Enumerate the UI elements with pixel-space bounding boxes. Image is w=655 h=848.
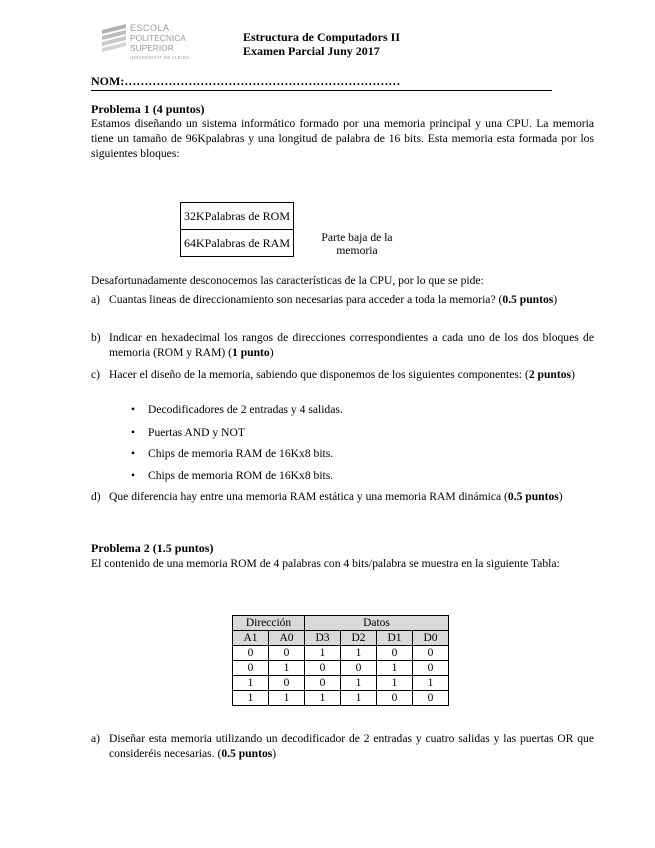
table-cell: 1 xyxy=(269,691,305,706)
component-text: Chips de memoria ROM de 16Kx8 bits. xyxy=(148,469,334,482)
question-1d xyxy=(91,489,594,504)
column-header: A0 xyxy=(269,631,305,646)
problem-2-questions xyxy=(91,731,594,765)
memory-blocks-diagram xyxy=(180,202,294,257)
table-cell: 1 xyxy=(305,646,341,661)
problem-1-lead: Desafortunadamente desconocemos las características de la CPU, por lo que se pide: xyxy=(91,274,484,287)
table-cell: 1 xyxy=(413,676,449,691)
component-text: Puertas AND y NOT xyxy=(148,426,245,439)
question-points: 0.5 puntos xyxy=(221,747,273,760)
low-memory-note: Parte baja de la memoria xyxy=(321,231,393,257)
question-text: Cuantas lineas de direccionamiento son necesarias para acceder a toda la memoria? ( xyxy=(109,293,503,306)
column-header: D0 xyxy=(413,631,449,646)
table-cell: 1 xyxy=(377,661,413,676)
table-cell: 0 xyxy=(341,661,377,676)
question-close: ) xyxy=(272,747,277,760)
column-header: D2 xyxy=(341,631,377,646)
logo-line-2: POLITÈCNICA SUPERIOR xyxy=(130,33,186,53)
table-cell: 1 xyxy=(305,691,341,706)
problem-1-title: Problema 1 (4 puntos) xyxy=(91,102,205,116)
name-underline xyxy=(91,90,552,91)
ram-block: 64KPalabras de RAM xyxy=(181,230,294,257)
logo-line-3: UNIVERSITAT DE LLEIDA xyxy=(130,55,190,60)
question-text: Diseñar esta memoria utilizando un decodificador de 2 entradas y cuatro salidas y las puertas OR que consideréis necesarias. ( xyxy=(109,732,594,760)
address-group-header: Dirección xyxy=(233,616,305,631)
table-row xyxy=(233,661,449,676)
question-text: Hacer el diseño de la memoria, sabiendo que disponemos de los siguientes componentes: ( xyxy=(109,368,529,381)
component-text: Decodificadores de 2 entradas y 4 salidas. xyxy=(148,403,343,416)
question-label: a) xyxy=(91,293,101,306)
rom-contents-table xyxy=(232,615,449,706)
exam-title: Examen Parcial Juny 2017 xyxy=(243,44,380,58)
table-cell: 1 xyxy=(233,691,269,706)
component-text: Chips de memoria RAM de 16Kx8 bits. xyxy=(148,447,334,460)
table-cell: 0 xyxy=(413,691,449,706)
data-group-header: Datos xyxy=(305,616,449,631)
table-cell: 1 xyxy=(341,676,377,691)
university-logo xyxy=(100,22,230,60)
problem-2-intro: El contenido de una memoria ROM de 4 palabras con 4 bits/palabra se muestra en la siguiente Tabla: xyxy=(91,557,560,570)
table-row xyxy=(233,691,449,706)
question-label: c) xyxy=(91,368,101,381)
column-header: D3 xyxy=(305,631,341,646)
problem-1-intro: Estamos diseñando un sistema informático formado por una memoria principal y una CPU. La memoria tiene un tamaño de 96Kpalabras y una longitud de palabra de 16 bits. Esta memoria esta formada por los siguientes bloques: xyxy=(91,117,594,160)
eps-logo-mark-icon xyxy=(100,22,130,54)
table-cell: 1 xyxy=(341,646,377,661)
table-cell: 0 xyxy=(377,691,413,706)
table-cell: 0 xyxy=(413,661,449,676)
question-points: 0.5 puntos xyxy=(507,490,559,503)
question-close: ) xyxy=(553,293,558,306)
column-header: D1 xyxy=(377,631,413,646)
table-cell: 0 xyxy=(305,676,341,691)
table-cell: 1 xyxy=(341,691,377,706)
question-label: a) xyxy=(91,732,101,745)
table-row xyxy=(233,646,449,661)
course-title: Estructura de Computadors II xyxy=(243,30,401,44)
question-1a xyxy=(91,292,594,307)
name-field-label: NOM:…………………………………………………………… xyxy=(91,74,401,88)
table-cell: 0 xyxy=(233,661,269,676)
question-close: ) xyxy=(269,346,274,359)
table-cell: 1 xyxy=(233,676,269,691)
table-cell: 0 xyxy=(269,646,305,661)
question-close: ) xyxy=(571,368,575,381)
table-cell: 0 xyxy=(413,646,449,661)
table-cell: 0 xyxy=(377,646,413,661)
problem-2-title: Problema 2 (1.5 puntos) xyxy=(91,541,214,555)
table-row xyxy=(233,676,449,691)
question-1b xyxy=(91,330,594,360)
question-text: Indicar en hexadecimal los rangos de direcciones correspondientes a cada uno de los dos bloques de memoria (ROM y RAM) ( xyxy=(109,331,594,359)
question-2a xyxy=(91,731,594,761)
table-cell: 1 xyxy=(269,661,305,676)
table-cell: 1 xyxy=(377,676,413,691)
question-text: Que diferencia hay entre una memoria RAM estática y una memoria RAM dinámica ( xyxy=(109,490,508,503)
question-points: 2 puntos xyxy=(528,368,572,381)
question-points: 0.5 puntos xyxy=(502,293,554,306)
question-points: 1 punto xyxy=(232,346,270,359)
bullet-icon: • xyxy=(131,469,136,482)
question-close: ) xyxy=(558,490,563,503)
table-cell: 0 xyxy=(305,661,341,676)
table-cell: 0 xyxy=(233,646,269,661)
column-header: A1 xyxy=(233,631,269,646)
question-label: d) xyxy=(91,490,101,503)
bullet-icon: • xyxy=(131,403,136,416)
bullet-icon: • xyxy=(131,447,136,460)
table-cell: 0 xyxy=(269,676,305,691)
logo-line-1: ESCOLA xyxy=(130,23,170,33)
rom-block: 32KPalabras de ROM xyxy=(181,203,294,230)
bullet-icon: • xyxy=(131,426,136,439)
question-1c xyxy=(91,367,594,382)
question-label: b) xyxy=(91,331,101,344)
exam-header xyxy=(243,30,400,58)
